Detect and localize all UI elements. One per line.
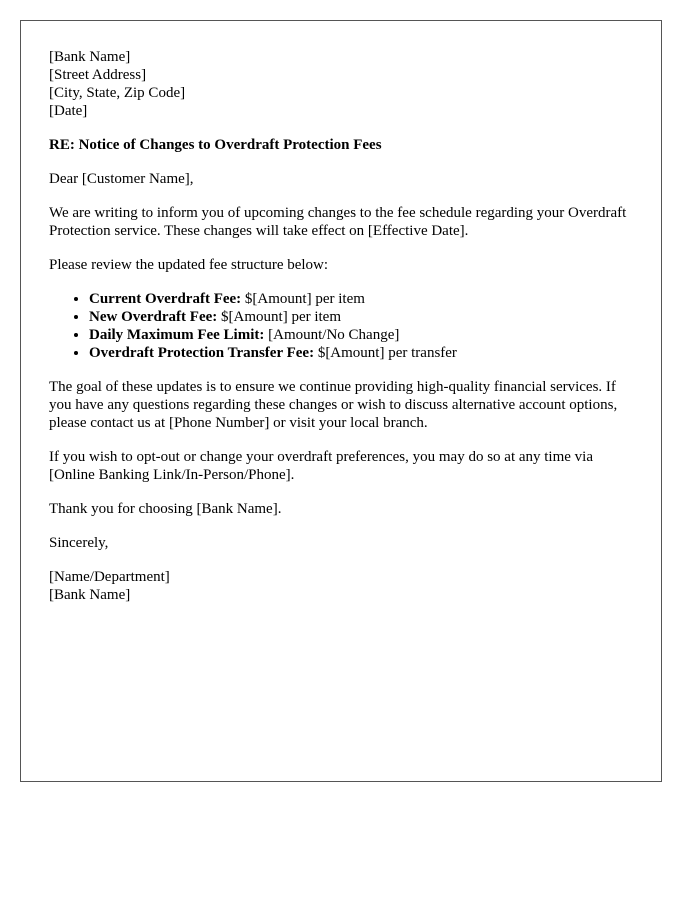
fee-value: $[Amount] per item (217, 309, 342, 325)
thanks-line: Thank you for choosing [Bank Name]. (49, 501, 282, 517)
letter (20, 20, 662, 782)
fee-item (89, 290, 634, 308)
fee-list (49, 290, 634, 362)
fee-item (89, 326, 634, 344)
letter-date: [Date] (49, 103, 88, 119)
salutation: Dear [Customer Name], (49, 171, 194, 187)
fee-item (89, 344, 634, 362)
signature-name: [Name/Department] (49, 569, 170, 585)
closing: Sincerely, (49, 535, 109, 551)
opt-out-paragraph: If you wish to opt-out or change your overdraft preferences, you may do so at any time via [Online Banking Link/In-Person/Phone]. (49, 449, 593, 483)
fee-value: [Amount/No Change] (264, 327, 400, 343)
signature (49, 568, 634, 604)
fee-label: Daily Maximum Fee Limit: (89, 327, 265, 343)
fee-value: $[Amount] per item (241, 291, 365, 307)
sender-city: [City, State, Zip Code] (49, 85, 186, 101)
sender-address (49, 48, 634, 120)
fee-value: $[Amount] per transfer (314, 345, 457, 361)
goal-paragraph: The goal of these updates is to ensure we continue providing high-quality financial services. If you have any questions regarding these changes or wish to discuss alternative account options, please contact us at [Phone Number] or visit your local branch. (49, 379, 618, 431)
fee-label: Overdraft Protection Transfer Fee: (89, 345, 315, 361)
sender-bank-name: [Bank Name] (49, 49, 131, 65)
intro-paragraph: We are writing to inform you of upcoming changes to the fee schedule regarding your Overdraft Protection service. These changes will take effect on [Effective Date]. (49, 205, 627, 239)
fee-label: New Overdraft Fee: (89, 309, 218, 325)
fee-label: Current Overdraft Fee: (89, 291, 242, 307)
sender-street: [Street Address] (49, 67, 147, 83)
review-prompt: Please review the updated fee structure below: (49, 257, 329, 273)
subject-line: RE: Notice of Changes to Overdraft Protection Fees (49, 137, 382, 153)
fee-item (89, 308, 634, 326)
signature-bank: [Bank Name] (49, 587, 131, 603)
